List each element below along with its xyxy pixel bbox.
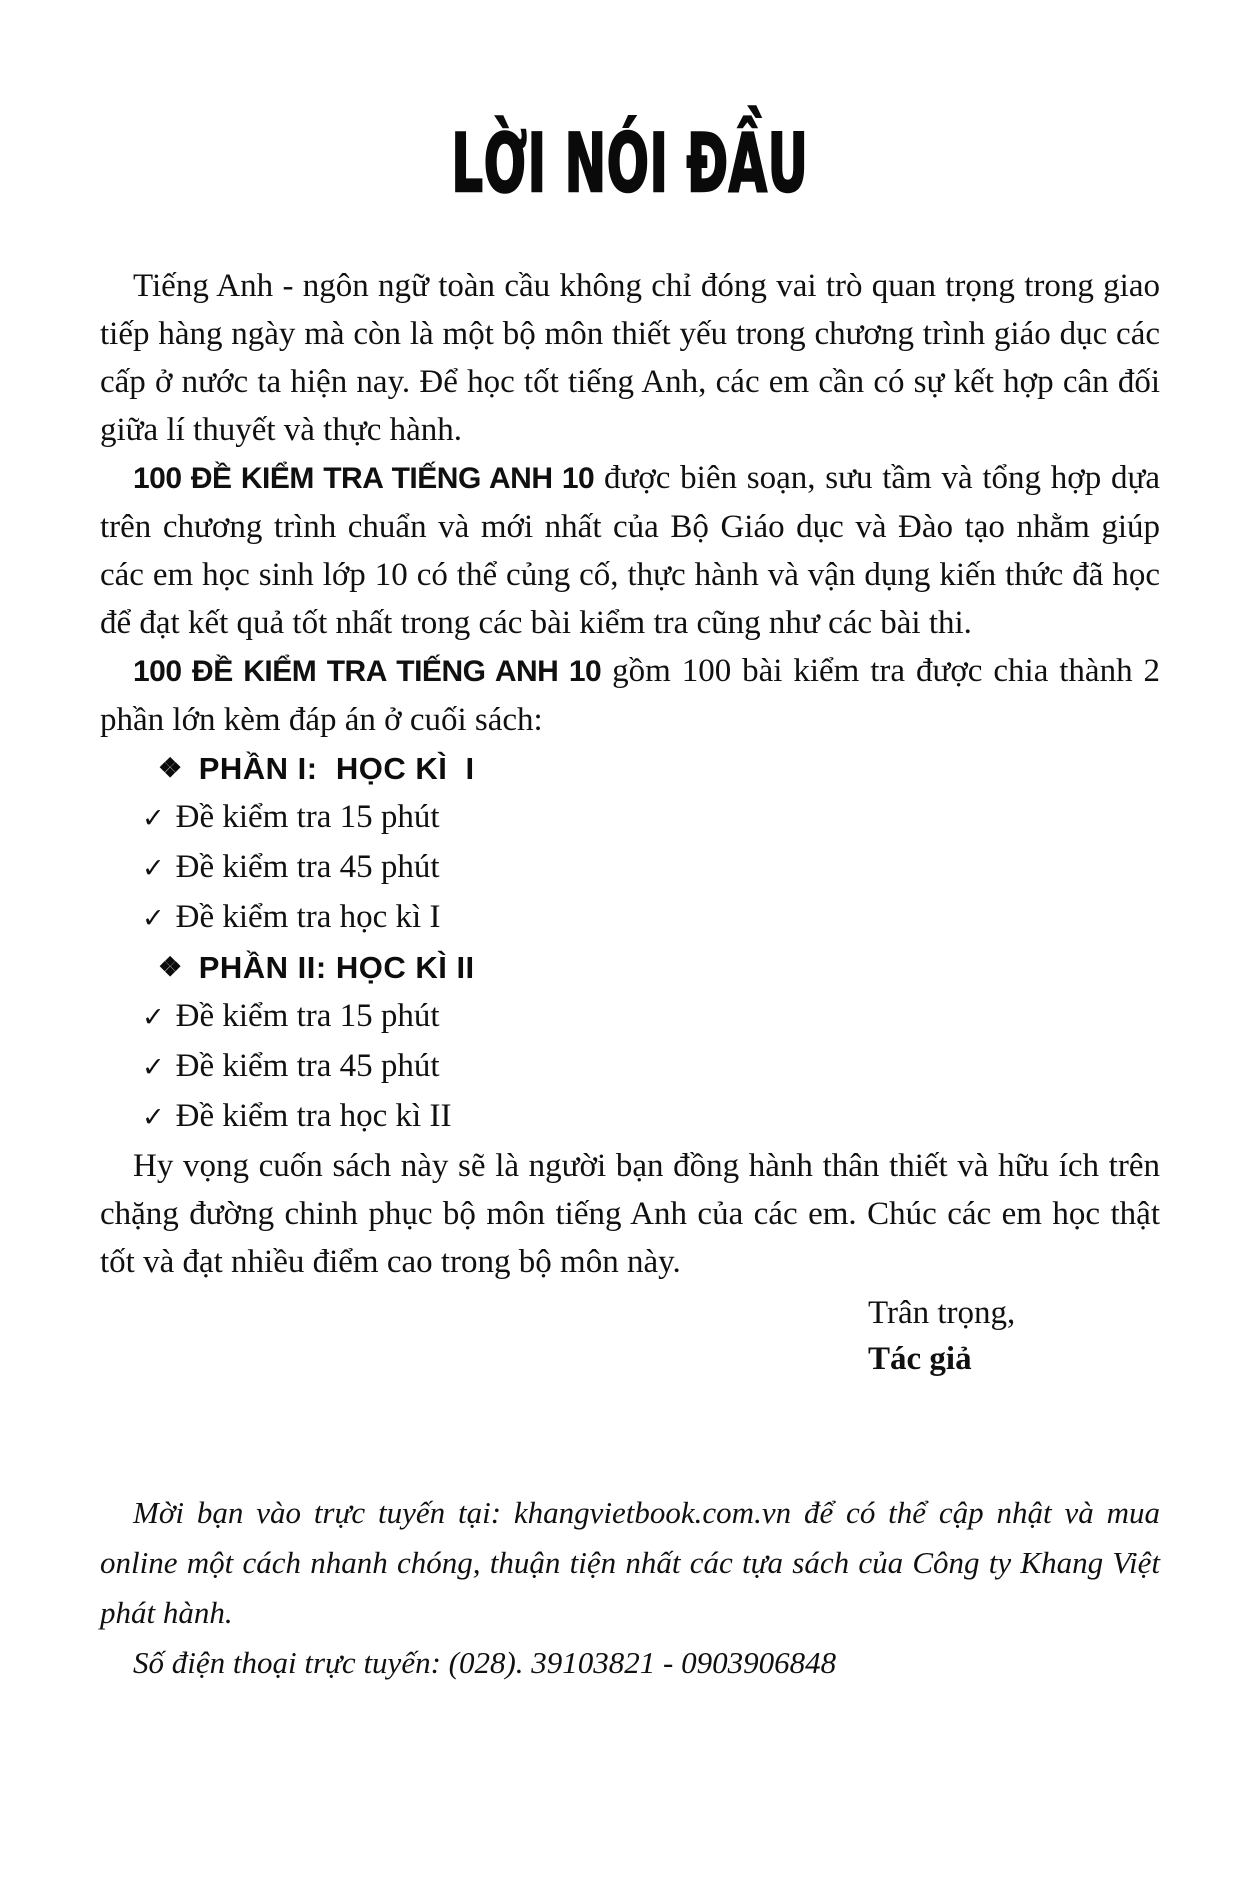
section-heading-part-2-label: PHẦN II: HỌC KÌ II bbox=[198, 950, 475, 985]
check-icon: ✓ bbox=[142, 903, 165, 934]
book-title-inline: 100 ĐỀ KIỂM TRA TIẾNG ANH 10 bbox=[133, 655, 602, 688]
check-icon: ✓ bbox=[142, 1002, 165, 1033]
paragraph-intro: Tiếng Anh - ngôn ngữ toàn cầu không chỉ đóng vai trò quan trọng trong giao tiếp hàng ngày mà còn là một bộ môn thiết yếu trong chương trình giáo dục các cấp ở nước ta hiện nay. Để học tốt tiếng Anh, các em cần có sự kết hợp cân đối giữa lí thuyết và thực hành. bbox=[100, 268, 1160, 448]
check-icon: ✓ bbox=[142, 803, 165, 834]
list-item bbox=[100, 793, 1160, 843]
list-item-label: Đề kiểm tra 15 phút bbox=[175, 998, 440, 1034]
title-block bbox=[100, 118, 1160, 210]
list-item-label: Đề kiểm tra 45 phút bbox=[175, 849, 440, 885]
list-item bbox=[100, 893, 1160, 943]
paragraph-book-description-text: được biên soạn, sưu tầm và tổng hợp dựa trên chương trình chuẩn và mới nhất của Bộ Giáo dục và Đào tạo nhằm giúp các em học sinh lớp 10 có thể củng cố, thực hành và vận dụng kiến thức đã học để đạt kết quả tốt nhất trong các bài kiểm tra cũng như các bài thi. bbox=[100, 460, 1160, 641]
check-icon: ✓ bbox=[142, 1052, 165, 1083]
paragraph-book-structure bbox=[100, 647, 1160, 744]
signature-regards: Trân trọng, bbox=[868, 1295, 1016, 1331]
diamond-bullet-icon: ❖ bbox=[158, 952, 183, 982]
publisher-phone: Số điện thoại trực tuyến: (028). 39103821 - 0903906848 bbox=[133, 1645, 837, 1680]
paragraph-closing: Hy vọng cuốn sách này sẽ là người bạn đồng hành thân thiết và hữu ích trên chặng đường chinh phục bộ môn tiếng Anh của các em. Chúc các em học thật tốt và đạt nhiều điểm cao trong bộ môn này. bbox=[100, 1148, 1160, 1280]
list-item-label: Đề kiểm tra 15 phút bbox=[175, 799, 440, 835]
list-item bbox=[100, 992, 1160, 1042]
check-icon: ✓ bbox=[142, 1102, 165, 1133]
section-heading-part-2 bbox=[100, 943, 1160, 992]
diamond-bullet-icon: ❖ bbox=[158, 753, 183, 783]
section-heading-part-1-label: PHẦN I: HỌC KÌ I bbox=[198, 751, 475, 786]
list-item bbox=[100, 843, 1160, 893]
publisher-note: Mời bạn vào trực tuyến tại: khangvietbook.com.vn để có thể cập nhật và mua online một cách nhanh chóng, thuận tiện nhất các tựa sách của Công ty Khang Việt phát hành. bbox=[100, 1495, 1160, 1630]
signature-block bbox=[868, 1290, 1160, 1382]
section-heading-part-1 bbox=[100, 744, 1160, 793]
check-icon: ✓ bbox=[142, 853, 165, 884]
page-title: LỜI NÓI ĐẦU bbox=[451, 117, 809, 210]
list-item-label: Đề kiểm tra 45 phút bbox=[175, 1048, 440, 1084]
list-item-label: Đề kiểm tra học kì I bbox=[175, 899, 441, 935]
book-title-inline: 100 ĐỀ KIỂM TRA TIẾNG ANH 10 bbox=[133, 462, 595, 495]
list-item bbox=[100, 1092, 1160, 1142]
publisher-footer bbox=[100, 1488, 1160, 1688]
signature-author: Tác giả bbox=[868, 1341, 972, 1377]
list-item bbox=[100, 1042, 1160, 1092]
list-item-label: Đề kiểm tra học kì II bbox=[175, 1098, 452, 1134]
paragraph-book-description bbox=[100, 454, 1160, 647]
paragraph-book-structure-text: gồm 100 bài kiểm tra được chia thành 2 phần lớn kèm đáp án ở cuối sách: bbox=[100, 653, 1160, 738]
